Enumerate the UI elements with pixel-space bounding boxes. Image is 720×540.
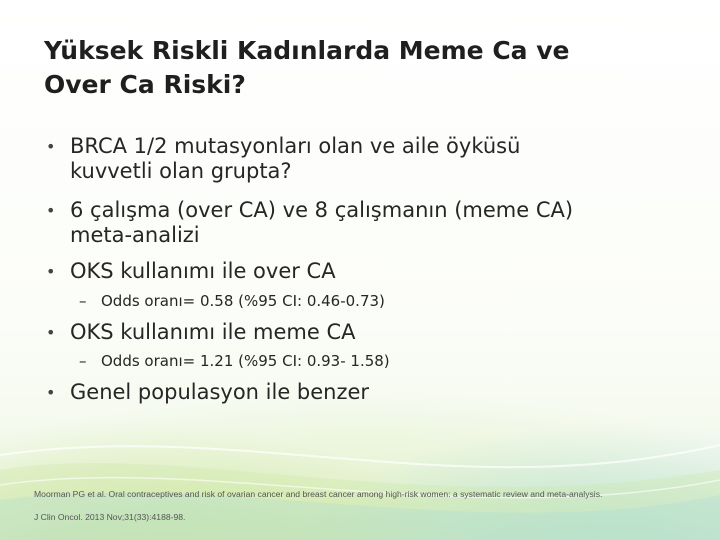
title-line-1: Yüksek Riskli Kadınlarda Meme Ca ve — [44, 36, 570, 65]
bullet-glyph: • — [46, 137, 56, 156]
sub-bullet-text: Odds oranı= 1.21 (%95 CI: 0.93- 1.58) — [101, 352, 390, 370]
reference-journal: J Clin Oncol. 2013 Nov;31(33):4188-98. — [34, 512, 186, 522]
sub-bullet-text: Odds oranı= 0.58 (%95 CI: 0.46-0.73) — [101, 292, 385, 310]
bullet-item — [46, 380, 690, 405]
bullet-item — [46, 320, 690, 345]
bullet-glyph: • — [46, 262, 56, 281]
bullet-glyph: • — [46, 383, 56, 402]
sub-bullet-item — [79, 351, 681, 371]
sub-bullet-item — [79, 291, 681, 311]
title-line-2: Over Ca Riski? — [44, 70, 246, 99]
bullet-text: OKS kullanımı ile meme CA — [70, 320, 356, 344]
dash-glyph: – — [79, 292, 87, 310]
bullet-text: Genel populasyon ile benzer — [70, 380, 370, 404]
dash-glyph: – — [79, 352, 87, 370]
bullet-glyph: • — [46, 323, 56, 342]
bullet-item — [46, 198, 690, 248]
reference-citation: Moorman PG et al. Oral contraceptives and risk of ovarian cancer and breast cancer among high-risk women: a systematic review and meta-analysis. — [34, 489, 603, 499]
bullet-text: OKS kullanımı ile over CA — [70, 259, 336, 283]
bullet-item — [46, 259, 690, 284]
bullet-text: BRCA 1/2 mutasyonları olan ve aile öyküsü — [70, 134, 521, 158]
bullet-item — [46, 134, 690, 184]
bullet-glyph: • — [46, 201, 56, 220]
bullet-text: 6 çalışma (over CA) ve 8 çalışmanın (meme CA) — [70, 198, 574, 222]
bullet-text-continued: kuvvetli olan grupta? — [70, 159, 292, 183]
bullet-text-continued: meta-analizi — [70, 223, 200, 247]
